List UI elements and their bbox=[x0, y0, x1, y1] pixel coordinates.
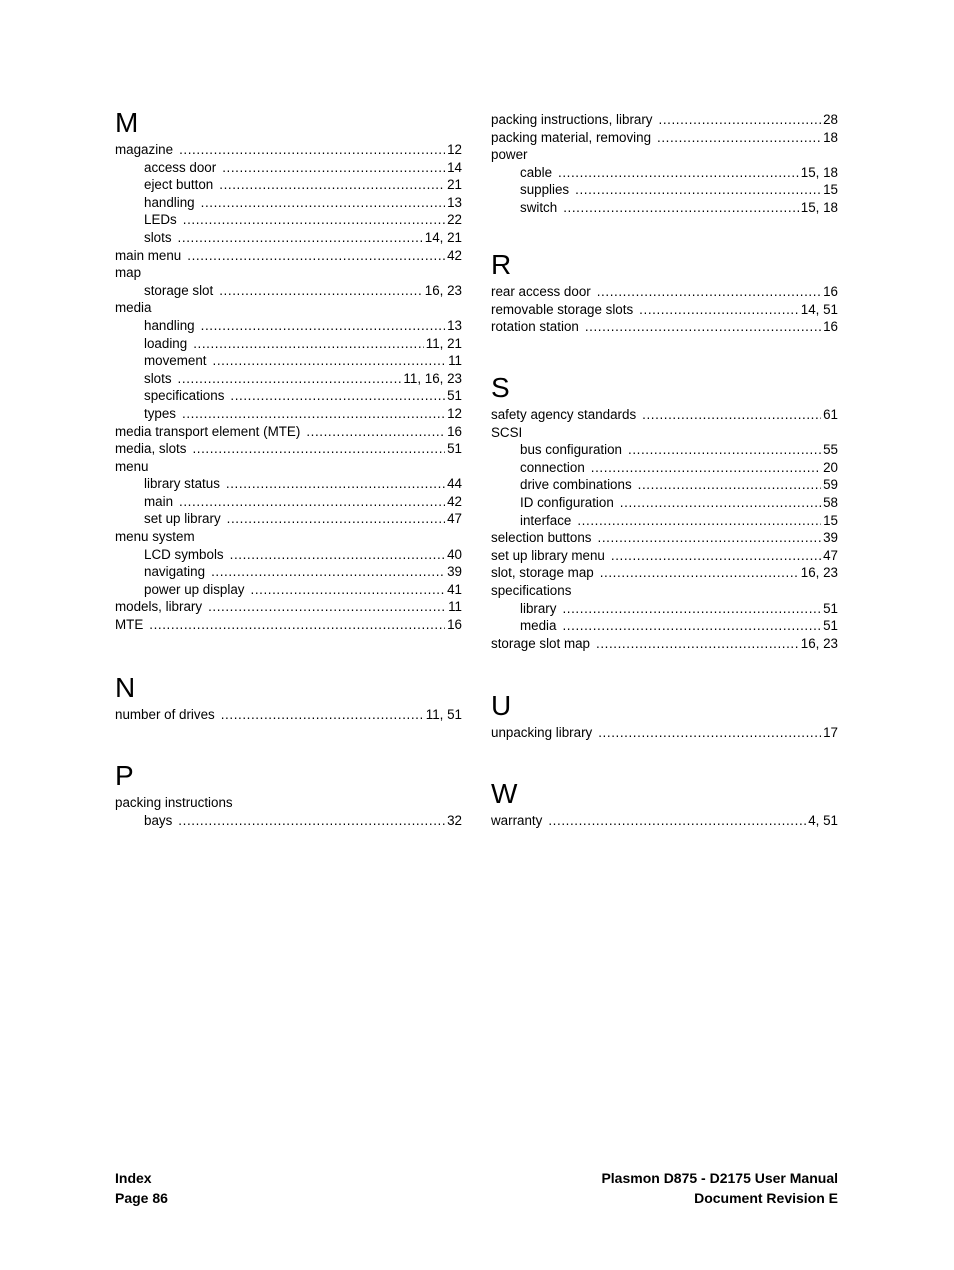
entry-term: LEDs bbox=[144, 212, 177, 228]
entry-term: handling bbox=[144, 317, 195, 333]
dot-leader bbox=[611, 547, 821, 565]
index-section-m bbox=[115, 108, 462, 634]
entry-pages: 16, 23 bbox=[800, 565, 838, 581]
entry-term: set up library menu bbox=[491, 547, 605, 563]
dot-leader bbox=[222, 159, 445, 177]
entry-pages: 51 bbox=[823, 618, 838, 634]
entry-pages: 59 bbox=[823, 477, 838, 493]
index-entry bbox=[491, 724, 838, 742]
entry-term: slots bbox=[144, 370, 172, 386]
entry-list bbox=[491, 724, 838, 742]
index-entry bbox=[115, 299, 462, 317]
dot-leader bbox=[558, 164, 799, 182]
entry-term: map bbox=[115, 265, 142, 281]
entry-term: unpacking library bbox=[491, 725, 593, 740]
index-entry bbox=[115, 264, 462, 282]
dot-leader bbox=[562, 617, 821, 635]
entry-term: specifications bbox=[491, 582, 572, 598]
index-entry bbox=[115, 616, 462, 634]
index-section-s bbox=[491, 373, 838, 652]
entry-term: storage slot map bbox=[491, 635, 590, 651]
dot-leader bbox=[208, 598, 446, 616]
section-letter: S bbox=[491, 372, 510, 403]
index-subentry bbox=[491, 600, 838, 618]
entry-term: cable bbox=[520, 164, 553, 180]
index-subentry bbox=[115, 563, 462, 581]
entry-term: LCD symbols bbox=[144, 546, 224, 562]
dot-leader bbox=[638, 476, 821, 494]
entry-term: media bbox=[520, 618, 557, 634]
dot-leader bbox=[219, 176, 445, 194]
entry-pages: 32 bbox=[447, 812, 462, 828]
index-entry bbox=[491, 406, 838, 424]
entry-term: media, slots bbox=[115, 441, 187, 457]
entry-term: number of drives bbox=[115, 707, 215, 722]
entry-list bbox=[115, 141, 462, 634]
dot-leader bbox=[548, 812, 806, 830]
entry-list bbox=[491, 812, 838, 830]
dot-leader bbox=[179, 141, 445, 159]
entry-term: MTE bbox=[115, 617, 144, 633]
dot-leader bbox=[213, 352, 447, 370]
entry-term: packing instructions bbox=[115, 795, 233, 810]
dot-leader bbox=[598, 529, 822, 547]
entry-term: specifications bbox=[144, 388, 225, 404]
index-subentry bbox=[491, 617, 838, 635]
dot-leader bbox=[201, 194, 445, 212]
dot-leader bbox=[230, 546, 445, 564]
section-letter: R bbox=[491, 249, 512, 280]
dot-leader bbox=[306, 423, 445, 441]
index-entry bbox=[491, 424, 838, 442]
entry-term: packing instructions, library bbox=[491, 112, 653, 127]
entry-term: bays bbox=[144, 812, 173, 828]
dot-leader bbox=[230, 387, 445, 405]
entry-pages: 17 bbox=[823, 725, 838, 740]
dot-leader bbox=[562, 600, 821, 618]
entry-pages: 11 bbox=[448, 353, 462, 369]
index-entry bbox=[491, 146, 838, 164]
dot-leader bbox=[591, 459, 821, 477]
footer-right bbox=[601, 1168, 838, 1208]
entry-pages: 16 bbox=[823, 319, 838, 335]
index-entry bbox=[491, 301, 838, 319]
dot-leader bbox=[179, 493, 445, 511]
section-letter: N bbox=[115, 672, 136, 703]
dot-leader bbox=[597, 283, 821, 301]
dot-leader bbox=[639, 301, 799, 319]
index-subentry bbox=[115, 335, 462, 353]
index-subentry bbox=[115, 370, 462, 388]
footer-manual-title: Plasmon D875 - D2175 User Manual bbox=[601, 1170, 838, 1186]
entry-pages: 16, 23 bbox=[424, 282, 462, 298]
index-subentry bbox=[115, 282, 462, 300]
index-subentry bbox=[491, 476, 838, 494]
entry-term: power bbox=[491, 147, 528, 163]
index-subentry bbox=[115, 387, 462, 405]
entry-pages: 4, 51 bbox=[808, 813, 838, 828]
index-section-w bbox=[491, 779, 838, 830]
index-entry bbox=[491, 564, 838, 582]
index-section-p bbox=[115, 761, 462, 829]
index-subentry bbox=[491, 164, 838, 182]
footer-section-name: Index bbox=[115, 1170, 152, 1186]
index-subentry bbox=[115, 812, 462, 830]
index-section-u bbox=[491, 691, 838, 742]
dot-leader bbox=[178, 370, 402, 388]
section-letter: P bbox=[115, 760, 134, 791]
entry-pages: 41 bbox=[447, 581, 462, 597]
entry-pages: 61 bbox=[823, 407, 838, 422]
entry-pages: 16 bbox=[447, 617, 462, 633]
index-entry bbox=[491, 318, 838, 336]
index-entry bbox=[491, 635, 838, 653]
entry-pages: 16, 23 bbox=[800, 635, 838, 651]
entry-term: models, library bbox=[115, 599, 203, 615]
entry-pages: 11 bbox=[448, 599, 462, 615]
entry-pages: 39 bbox=[823, 530, 838, 546]
entry-pages: 13 bbox=[447, 317, 462, 333]
footer-document-revision: Document Revision E bbox=[694, 1190, 838, 1206]
dot-leader bbox=[187, 247, 445, 265]
index-entry bbox=[115, 794, 462, 812]
index-entry bbox=[115, 440, 462, 458]
dot-leader bbox=[211, 563, 445, 581]
entry-pages: 39 bbox=[447, 564, 462, 580]
entry-term: movement bbox=[144, 353, 207, 369]
entry-term: main bbox=[144, 493, 174, 509]
entry-term: storage slot bbox=[144, 282, 214, 298]
entry-term: loading bbox=[144, 335, 188, 351]
entry-pages: 18 bbox=[823, 129, 838, 145]
entry-term: library status bbox=[144, 476, 220, 492]
dot-leader bbox=[178, 229, 423, 247]
entry-term: bus configuration bbox=[520, 442, 622, 458]
entry-pages: 20 bbox=[823, 459, 838, 475]
entry-term: navigating bbox=[144, 564, 206, 580]
dot-leader bbox=[178, 812, 445, 830]
entry-term: connection bbox=[520, 459, 585, 475]
dot-leader bbox=[575, 181, 821, 199]
entry-term: eject button bbox=[144, 177, 214, 193]
index-subentry bbox=[115, 317, 462, 335]
entry-term: ID configuration bbox=[520, 494, 614, 510]
dot-leader bbox=[251, 581, 446, 599]
index-subentry bbox=[115, 211, 462, 229]
entry-term: selection buttons bbox=[491, 530, 592, 546]
index-section-r bbox=[491, 250, 838, 336]
index-subentry bbox=[491, 512, 838, 530]
dot-leader bbox=[183, 211, 445, 229]
dot-leader bbox=[193, 335, 424, 353]
dot-leader bbox=[657, 129, 821, 147]
footer-page-number: Page 86 bbox=[115, 1190, 168, 1206]
entry-pages: 15, 18 bbox=[800, 199, 838, 215]
entry-list bbox=[491, 111, 838, 217]
entry-pages: 51 bbox=[447, 388, 462, 404]
index-entry bbox=[491, 111, 838, 129]
section-letter: M bbox=[115, 107, 139, 138]
entry-list bbox=[491, 406, 838, 652]
index-subentry bbox=[115, 405, 462, 423]
entry-pages: 14, 51 bbox=[800, 301, 838, 317]
entry-pages: 47 bbox=[447, 511, 462, 527]
entry-term: set up library bbox=[144, 511, 221, 527]
index-entry bbox=[115, 528, 462, 546]
dot-leader bbox=[201, 317, 445, 335]
entry-pages: 51 bbox=[823, 600, 838, 616]
index-subentry bbox=[491, 441, 838, 459]
entry-list bbox=[491, 283, 838, 336]
entry-term: magazine bbox=[115, 142, 174, 157]
index-section-n bbox=[115, 673, 462, 724]
index-subentry bbox=[115, 229, 462, 247]
index-entry bbox=[491, 582, 838, 600]
entry-pages: 58 bbox=[823, 494, 838, 510]
entry-pages: 47 bbox=[823, 547, 838, 563]
index-subentry bbox=[115, 546, 462, 564]
entry-term: power up display bbox=[144, 581, 245, 597]
entry-term: types bbox=[144, 405, 177, 421]
dot-leader bbox=[600, 564, 799, 582]
index-subentry bbox=[115, 475, 462, 493]
dot-leader bbox=[642, 406, 821, 424]
entry-pages: 11, 51 bbox=[425, 707, 462, 722]
entry-term: media bbox=[115, 300, 152, 316]
entry-term: slots bbox=[144, 229, 172, 245]
dot-leader bbox=[221, 706, 424, 724]
entry-pages: 16 bbox=[823, 284, 838, 299]
index-entry bbox=[491, 529, 838, 547]
index-subentry bbox=[115, 581, 462, 599]
entry-term: library bbox=[520, 600, 557, 616]
index-subentry bbox=[115, 176, 462, 194]
entry-pages: 12 bbox=[447, 142, 462, 157]
entry-pages: 14, 21 bbox=[424, 229, 462, 245]
entry-term: interface bbox=[520, 512, 572, 528]
index-entry bbox=[115, 598, 462, 616]
entry-term: rear access door bbox=[491, 284, 591, 299]
entry-pages: 44 bbox=[447, 476, 462, 492]
index-entry bbox=[115, 458, 462, 476]
index-section-p-continued bbox=[491, 111, 838, 217]
dot-leader bbox=[659, 111, 822, 129]
entry-term: main menu bbox=[115, 247, 182, 263]
entry-pages: 42 bbox=[447, 247, 462, 263]
entry-pages: 11, 21 bbox=[425, 335, 462, 351]
entry-pages: 13 bbox=[447, 194, 462, 210]
entry-term: packing material, removing bbox=[491, 129, 652, 145]
index-entry bbox=[115, 706, 462, 724]
index-entry bbox=[491, 129, 838, 147]
entry-pages: 15, 18 bbox=[800, 164, 838, 180]
dot-leader bbox=[598, 724, 821, 742]
entry-term: menu bbox=[115, 458, 149, 474]
entry-term: SCSI bbox=[491, 424, 523, 440]
index-entry bbox=[115, 247, 462, 265]
entry-pages: 22 bbox=[447, 212, 462, 228]
dot-leader bbox=[628, 441, 821, 459]
entry-term: switch bbox=[520, 199, 558, 215]
index-subentry bbox=[491, 459, 838, 477]
index-subentry bbox=[491, 181, 838, 199]
dot-leader bbox=[182, 405, 445, 423]
entry-term: media transport element (MTE) bbox=[115, 423, 301, 439]
dot-leader bbox=[563, 199, 799, 217]
dot-leader bbox=[620, 494, 821, 512]
entry-pages: 51 bbox=[447, 441, 462, 457]
entry-pages: 28 bbox=[823, 112, 838, 127]
index-entry bbox=[115, 423, 462, 441]
dot-leader bbox=[596, 635, 799, 653]
entry-pages: 40 bbox=[447, 546, 462, 562]
dot-leader bbox=[227, 510, 445, 528]
section-letter: W bbox=[491, 778, 518, 809]
dot-leader bbox=[226, 475, 445, 493]
dot-leader bbox=[577, 512, 821, 530]
index-entry bbox=[115, 141, 462, 159]
index-subentry bbox=[115, 493, 462, 511]
entry-list bbox=[115, 706, 462, 724]
dot-leader bbox=[149, 616, 445, 634]
index-subentry bbox=[115, 159, 462, 177]
index-subentry bbox=[115, 510, 462, 528]
entry-pages: 15 bbox=[823, 182, 838, 198]
entry-pages: 14 bbox=[447, 159, 462, 175]
entry-pages: 42 bbox=[447, 493, 462, 509]
entry-term: supplies bbox=[520, 182, 570, 198]
index-subentry bbox=[115, 352, 462, 370]
entry-pages: 16 bbox=[447, 423, 462, 439]
index-subentry bbox=[115, 194, 462, 212]
entry-term: slot, storage map bbox=[491, 565, 594, 581]
index-subentry bbox=[491, 494, 838, 512]
dot-leader bbox=[219, 282, 423, 300]
entry-pages: 21 bbox=[447, 177, 462, 193]
dot-leader bbox=[192, 440, 445, 458]
index-entry bbox=[491, 812, 838, 830]
index-entry bbox=[491, 283, 838, 301]
index-subentry bbox=[491, 199, 838, 217]
footer-left bbox=[115, 1168, 168, 1208]
dot-leader bbox=[585, 318, 821, 336]
entry-pages: 12 bbox=[447, 405, 462, 421]
index-entry bbox=[491, 547, 838, 565]
entry-term: warranty bbox=[491, 813, 543, 828]
entry-list bbox=[115, 794, 462, 829]
entry-term: safety agency standards bbox=[491, 407, 637, 422]
entry-term: access door bbox=[144, 159, 217, 175]
entry-term: handling bbox=[144, 194, 195, 210]
entry-pages: 11, 16, 23 bbox=[403, 370, 462, 386]
entry-pages: 15 bbox=[823, 512, 838, 528]
entry-term: drive combinations bbox=[520, 477, 632, 493]
entry-term: rotation station bbox=[491, 319, 579, 335]
section-letter: U bbox=[491, 690, 512, 721]
entry-term: menu system bbox=[115, 529, 195, 545]
entry-term: removable storage slots bbox=[491, 301, 634, 317]
entry-pages: 55 bbox=[823, 442, 838, 458]
